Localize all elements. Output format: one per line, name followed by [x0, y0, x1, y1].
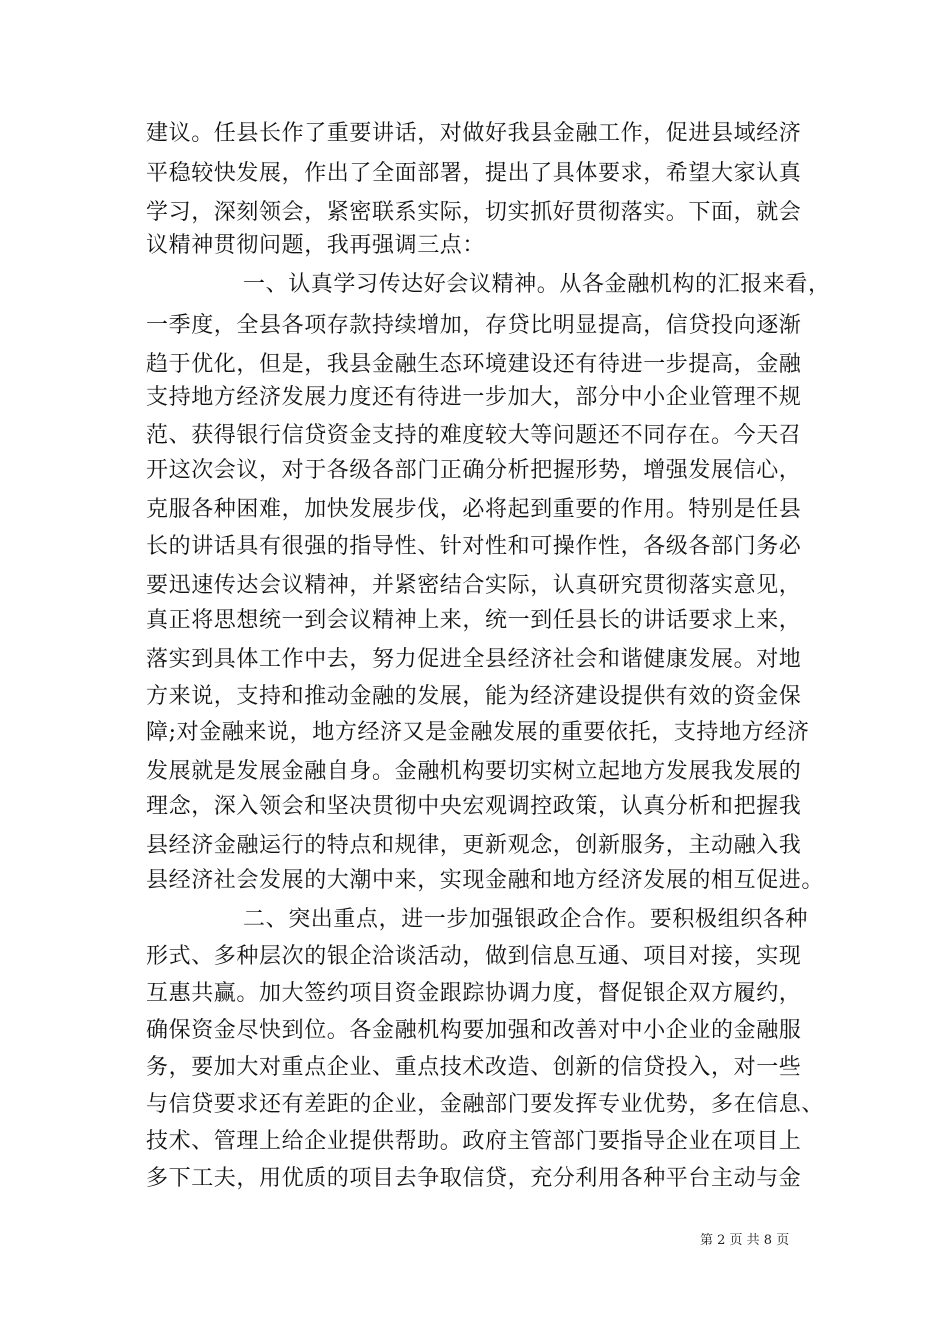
- text-line: 务，要加大对重点企业、重点技术改造、创新的信贷投入，对一些: [146, 1055, 802, 1080]
- text-line: 真正将思想统一到会议精神上来，统一到任县长的讲话要求上来，: [146, 608, 802, 633]
- text-line: 技术、管理上给企业提供帮助。政府主管部门要指导企业在项目上: [146, 1129, 802, 1154]
- paragraph-1-first-line: 一、认真学习传达好会议精神。从各金融机构的汇报来看，: [243, 272, 831, 297]
- text-line: 发展就是发展金融自身。金融机构要切实树立起地方发展我发展的: [146, 759, 802, 784]
- text-line: 长的讲话具有很强的指导性、针对性和可操作性，各级各部门务必: [146, 534, 802, 559]
- text-line: 克服各种困难，加快发展步伐，必将起到重要的作用。特别是任县: [146, 497, 802, 522]
- text-line: 平稳较快发展，作出了全面部署，提出了具体要求，希望大家认真: [146, 161, 802, 186]
- text-line: 范、获得银行信贷资金支持的难度较大等问题还不同存在。今天召: [146, 423, 802, 448]
- text-line: 形式、多种层次的银企洽谈活动，做到信息互通、项目对接，实现: [146, 944, 802, 969]
- text-line: 互惠共赢。加大签约项目资金跟踪协调力度，督促银企双方履约，: [146, 981, 802, 1006]
- page-number-footer: 第 2 页 共 8 页: [700, 1233, 790, 1248]
- text-line: 确保资金尽快到位。各金融机构要加强和改善对中小企业的金融服: [146, 1018, 802, 1043]
- text-line: 理念，深入领会和坚决贯彻中央宏观调控政策，认真分析和把握我: [146, 794, 802, 819]
- text-line: 县经济社会发展的大潮中来，实现金融和地方经济发展的相互促进。: [146, 868, 825, 893]
- text-line: 与信贷要求还有差距的企业，金融部门要发挥专业优势，多在信息、: [146, 1092, 825, 1117]
- text-line: 议精神贯彻问题，我再强调三点：: [146, 233, 486, 258]
- text-line: 学习，深刻领会，紧密联系实际，切实抓好贯彻落实。下面，就会: [146, 200, 802, 225]
- text-line: 障;对金融来说，地方经济又是金融发展的重要依托，支持地方经济: [146, 720, 810, 745]
- text-line: 县经济金融运行的特点和规律，更新观念，创新服务，主动融入我: [146, 833, 802, 858]
- paragraph-2-first-line: 二、突出重点，进一步加强银政企合作。要积极组织各种: [243, 907, 809, 932]
- text-line: 一季度，全县各项存款持续增加，存贷比明显提高，信贷投向逐渐: [146, 313, 802, 338]
- text-line: 支持地方经济发展力度还有待进一步加大，部分中小企业管理不规: [146, 385, 802, 410]
- text-line: 方来说，支持和推动金融的发展，能为经济建设提供有效的资金保: [146, 684, 802, 709]
- text-line: 建议。任县长作了重要讲话，对做好我县金融工作，促进县域经济: [146, 121, 802, 146]
- text-line: 多下工夫，用优质的项目去争取信贷，充分利用各种平台主动与金: [146, 1166, 802, 1191]
- text-line: 要迅速传达会议精神，并紧密结合实际，认真研究贯彻落实意见，: [146, 573, 802, 598]
- text-line: 落实到具体工作中去，努力促进全县经济社会和谐健康发展。对地: [146, 647, 802, 672]
- text-line: 开这次会议，对于各级各部门正确分析把握形势，增强发展信心，: [146, 458, 802, 483]
- text-line: 趋于优化，但是，我县金融生态环境建设还有待进一步提高，金融: [146, 352, 802, 377]
